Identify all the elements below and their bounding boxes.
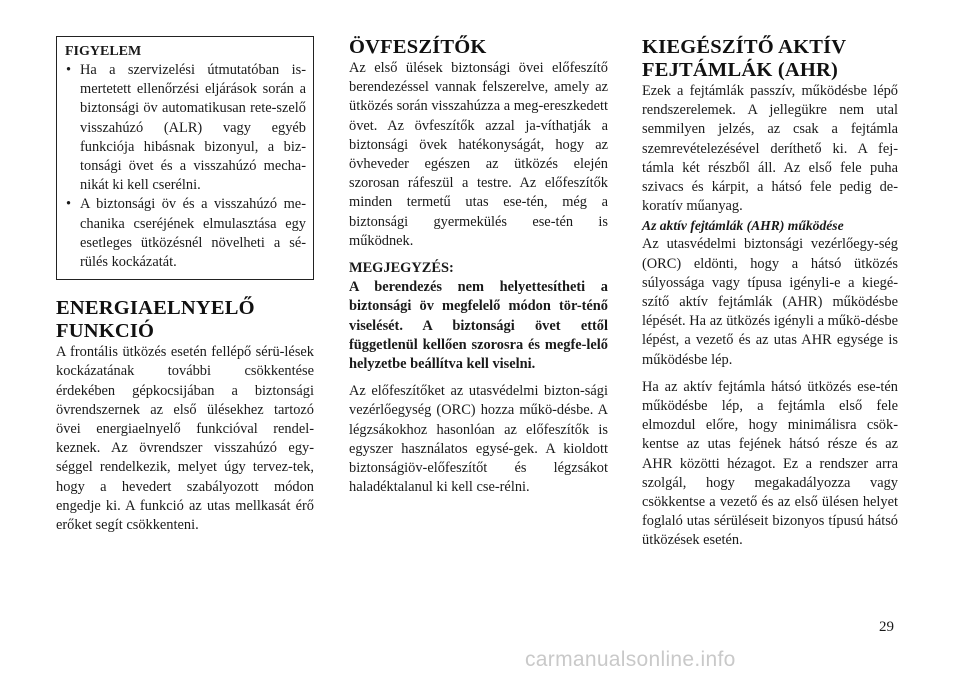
energy-text: A frontális ütközés esetén fellépő sérü-lések kockázatának további csökkentése érdekében gépkocsijában a biztonsági övrendszernek az első ülésekhez tartozó övei energiaelnyelő funkcióval rendel-keznek. Az övrendszer visszahúzó egy-séggel rendelkezik, melyet úgy tervez-tek, hogy a hevedert szabályozott módon engedje ki. A funkció az utas mellkasát érő erőket segít csökkenteni. (56, 344, 314, 534)
warning-list (65, 61, 306, 272)
pretensioner-heading: ÖVFESZÍTŐK (349, 36, 487, 58)
bullet-icon: • (66, 62, 72, 78)
bullet-icon: • (66, 196, 72, 213)
energy-heading: ENERGIAELNYELŐ FUNKCIÓ (56, 297, 255, 343)
left-column (56, 36, 314, 535)
warning-item-text: A biztonsági öv és a visszahúzó me-chanika cseréjének elmulasztása egy esetleges ütközésnél növelheti a sé-rülés kockázatát. (80, 196, 306, 271)
middle-column (349, 36, 608, 497)
warning-title: FIGYELEM (65, 44, 142, 59)
warning-item-text: Ha a szervizelési útmutatóban is-mertetett ellenőrzési eljárások során a biztonsági öv automatikusan rete-szelő visszahúzó (ALR) vagy egyéb funkciója hibásnak bizonyul, a biz-tonsági övet és a visszahúzó mecha-nikát ki kell cserélni. (80, 62, 306, 194)
ahr-subheading: Az aktív fejtámlák (AHR) működése (642, 218, 844, 234)
warning-item (65, 61, 306, 195)
ahr-text-3: Ha az aktív fejtámla hátsó ütközés ese-tén működésbe lép, a fejtámla első fele elmozdul előre, hogy minimálisra csök-kentse az utas fejének hátsó része és az AHR közötti hézagot. Ez a rendszer arra szolgál, hogy megakadályozza vagy csökkentse a vezető és az első ülésen helyet foglaló utas sérüléseit bizonyos típusú hátsó ütközések esetén. (642, 378, 898, 549)
warning-box (56, 36, 314, 280)
pretensioner-text-2: Az előfeszítőket az utasvédelmi bizton-sági vezérlőegység (ORC) hozza műkö-désbe. A légzsákokhoz hasonlóan az előfeszítők is egyszer használatos egysé-gek. A kioldott biztonságiöv-előfeszítőt és légzsákot haladéktalanul ki kell cse-rélni. (349, 383, 608, 496)
watermark: carmanualsonline.info (525, 648, 736, 671)
page-number: 29 (879, 619, 894, 635)
note-title: MEGJEGYZÉS: (349, 260, 454, 277)
ahr-text-2: Az utasvédelmi biztonsági vezérlőegy-ség (ORC) eldönti, hogy a hátsó ütközés súlyossága vagy típusa igényli-e a kiegé-szítő aktív fejtámlák (AHR) működésbe lépését. Ha az ütközés igényli a műkö-désbe lépést, a vezető és az utas AHR egysége is működésbe lép. (642, 236, 898, 368)
right-column (642, 36, 898, 551)
ahr-heading: KIEGÉSZÍTŐ AKTÍV FEJTÁMLÁK (AHR) (642, 36, 846, 81)
note-text: A berendezés nem helyettesítheti a biztonsági öv megfelelő módon tör-ténő viselését. A biztonsági övet ettől függetlenül kellően szorosra és megfe-lelő helyzetbe beállítva kell viselni. (349, 279, 608, 373)
ahr-text: Ezek a fejtámlák passzív, működésbe lépő rendszerelemek. A jellegükre nem utal semmilyen jelzés, az csak a fejtámla szemrevételezésével deríthető ki. A fej-támla két részből áll. Az első fele puha szivacs és kárpit, a hátsó fele pedig de-koratív műanyag. (642, 83, 898, 215)
pretensioner-text: Az első ülések biztonsági övei előfeszítő berendezéssel vannak felszerelve, amely az ütközés során visszahúzza a meg-ereszkedett övet. Az övfeszítők azzal ja-víthatják a biztonsági övek hatékonyságát, hogy az övheveder egészen az ütközés elején szorosan ráfeszül a testre. Az előfeszítők minden termetű utas ese-tén, még a biztonsági gyermekülés ese-tén is működnek. (349, 60, 608, 249)
warning-item (65, 195, 306, 272)
